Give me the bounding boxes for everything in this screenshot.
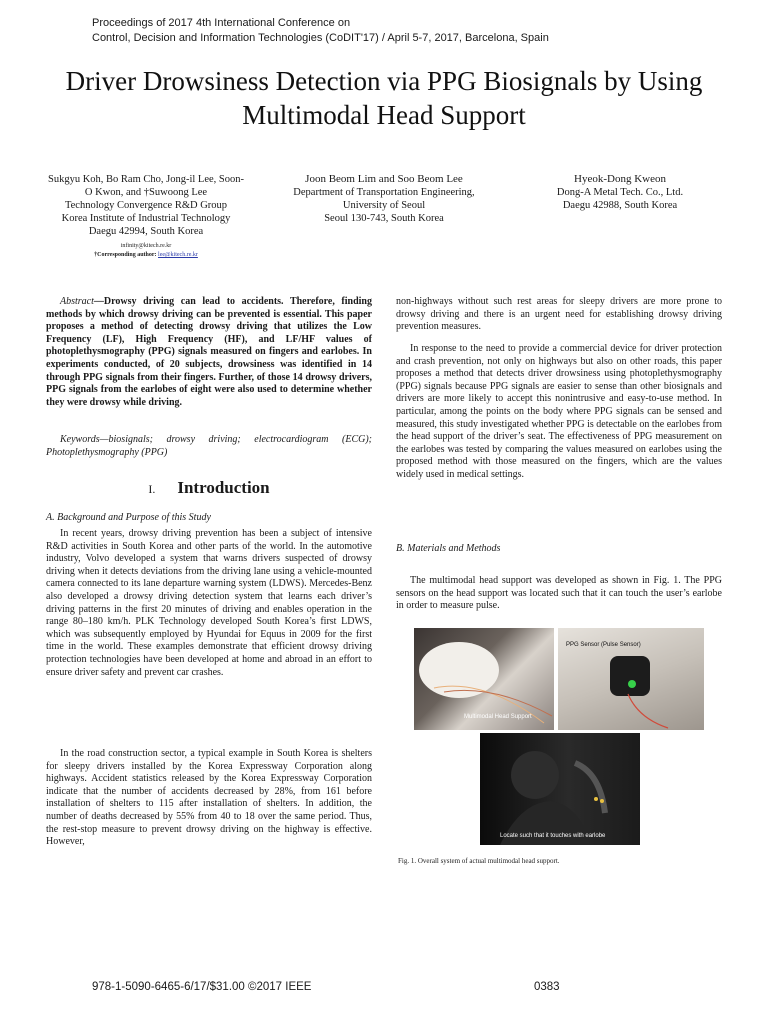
- ppg-sensor-photo: [558, 628, 704, 730]
- head-silhouette: [511, 751, 559, 799]
- sensor-cable: [628, 694, 668, 728]
- author-names: Sukgyu Koh, Bo Ram Cho, Jong-il Lee, Soon-O Kwon, and †Suwoong Lee: [48, 174, 244, 198]
- paragraph-a2-text: In the road construction sector, a typical example in South Korea is shelters for sleepy drivers installed by the Korea Expressway Corporation along highways. Accident statistics released by the Korea Expressway Corporation indicate that the number of accidents decreased by 28%, from 161 before installation of shelters to 115 after installation of shelters. In addition, the number of deaths decreased by 55% from 40 to 18 over the same period. Thus, the rest-stop measure to prevent drowsy driving on the highway is effective. However,: [46, 748, 372, 848]
- author-names: Hyeok-Dong Kweon: [574, 173, 666, 185]
- footer-copyright: 978-1-5090-6465-6/17/$31.00 ©2017 IEEE: [92, 981, 312, 993]
- author-block-3: [520, 173, 720, 212]
- author-block-2: [286, 173, 482, 225]
- proceedings-header: [92, 16, 549, 46]
- author-email: infinity@kitech.re.kr: [120, 243, 172, 249]
- headrest-shape: [419, 642, 499, 698]
- keywords-label: Keywords—: [60, 434, 109, 445]
- author-addr: Daegu 42988, South Korea: [562, 200, 678, 211]
- sensor-led: [628, 680, 636, 688]
- sensor-housing: [610, 656, 650, 696]
- paragraph-a1-text: In recent years, drowsy driving prevention has been a subject of intensive R&D activities in South Korea and other parts of the world. In the automotive industry, Volvo developed a system that warns drivers suspected of drowsy driving when it detects deviations from the driving lane using a vehicle-mounted camera connected to its lane departure warning system (LDWS). Mercedes-Benz also developed a drowsy driving detection system that learns each driver’s driving patterns in the first 20 minutes of driving and enables operation in the range 80–180 km/h. PLK Technology developed South Korea’s first LDWS, which was subsequently employed by Hyundai for Equus in 2009 for the first time in the world. These examples demonstrate that efficient drowsy driving protection technologies have been developed at home and abroad in an effort to ensure driver safety and prevent car crashes.: [46, 528, 372, 678]
- author-names: Joon Beom Lim and Soo Beom Lee: [305, 173, 463, 185]
- page-number: 0383: [534, 981, 560, 993]
- subsection-b-heading: B. Materials and Methods: [396, 543, 501, 554]
- keywords: [46, 434, 372, 459]
- paper-title: Driver Drowsiness Detection via PPG Biosignals by Using Multimodal Head Support: [65, 66, 703, 130]
- author-block-1: [46, 173, 246, 260]
- corresponding-author: [46, 251, 246, 260]
- header-line-2: Control, Decision and Information Technologies (CoDIT'17) / April 5-7, 2017, Barcelona, Spain: [92, 32, 549, 44]
- corresponding-email-link[interactable]: lee@kitech.re.kr: [158, 252, 198, 258]
- paragraph-a1: [46, 528, 372, 679]
- subsection-a-heading: A. Background and Purpose of this Study: [46, 512, 211, 523]
- sensor-led: [600, 799, 604, 803]
- head-support-photo: [414, 628, 554, 730]
- paragraph-r1: [396, 296, 722, 334]
- corresponding-label: †Corresponding author:: [94, 252, 159, 258]
- author-dept: Department of Transportation Engineering,: [293, 187, 475, 198]
- author-addr: Daegu 42994, South Korea: [88, 226, 204, 237]
- earlobe-contact-photo: [480, 733, 640, 845]
- abstract-label: Abstract: [60, 296, 94, 307]
- figure-caption: Fig. 1. Overall system of actual multimodal head support.: [398, 857, 560, 865]
- author-addr: Seoul 130-743, South Korea: [324, 213, 444, 224]
- author-org: Dong-A Metal Tech. Co., Ltd.: [556, 187, 684, 198]
- paragraph-a2: [46, 748, 372, 849]
- paragraph-r2-text: In response to the need to provide a commercial device for driver protection and crash prevention, not only on highways but also on other roads, this paper proposes a method that detects driver drowsiness using photoplethysmography (PPG) signals because PPG signals are easier to sense than other biosignals and drivers are more likely to accept this nonintrusive and easy-to-use method. In particular, among the points on the body where PPG signals can be sensed and measured, this study investigated whether PPG is detectable on the earlobes from the head support of the driver’s seat. The effectiveness of PPG measurement on the earlobes was tested by comparing the values measured on earlobes using the proposed method with those measured on the fingers, which are the values widely used in medical settings.: [396, 343, 722, 480]
- author-inst: University of Seoul: [342, 200, 426, 211]
- keywords-text: biosignals; drowsy driving; electrocardiogram (ECG); Photoplethysmography (PPG): [46, 434, 372, 458]
- section-title: Introduction: [177, 478, 270, 497]
- section-heading: [46, 478, 372, 498]
- paragraph-b1-text: The multimodal head support was developed as shown in Fig. 1. The PPG sensors on the head support was located such that it can touch the user’s earlobe in order to measure pulse.: [396, 575, 722, 612]
- paragraph-r1-text: non-highways without such rest areas for sleepy drivers are more prone to drowsy driving and there is an urgent need for establishing drowsy driving prevention measures.: [396, 296, 722, 333]
- figure-label-ppg-sensor: PPG Sensor (Pulse Sensor): [566, 642, 641, 648]
- paragraph-b1: [396, 575, 722, 613]
- section-number: I.: [148, 482, 156, 496]
- abstract: [46, 296, 372, 409]
- figure-label-earlobe: Locate such that it touches with earlobe: [500, 833, 606, 839]
- figure-label-head-support: Multimodal Head Support: [464, 714, 532, 720]
- abstract-text: —Drowsy driving can lead to accidents. Therefore, finding methods by which drowsy driving can be prevented is essential. This paper proposes a method of detecting drowsy driving that utilizes the Low Frequency (LF), High Frequency (HF), and LF/HF values of photoplethysmography (PPG) signals measured on fingers and earlobes. In experiments conducted, of 20 subjects, drowsiness was identified in 14 through PPG signals from their fingers. Further, of those 14 drowsy drivers, PPG signals from the earlobes of eight were also used to determine whether they were drowsy while driving.: [46, 296, 372, 408]
- earlobe-contact-illustration: [480, 733, 640, 845]
- headrest-arm: [575, 763, 605, 813]
- author-org: Technology Convergence R&D Group: [64, 200, 228, 211]
- paragraph-r2: [396, 343, 722, 482]
- header-line-1: Proceedings of 2017 4th International Conference on: [92, 17, 351, 29]
- author-inst: Korea Institute of Industrial Technology: [61, 213, 231, 224]
- sensor-led: [594, 797, 598, 801]
